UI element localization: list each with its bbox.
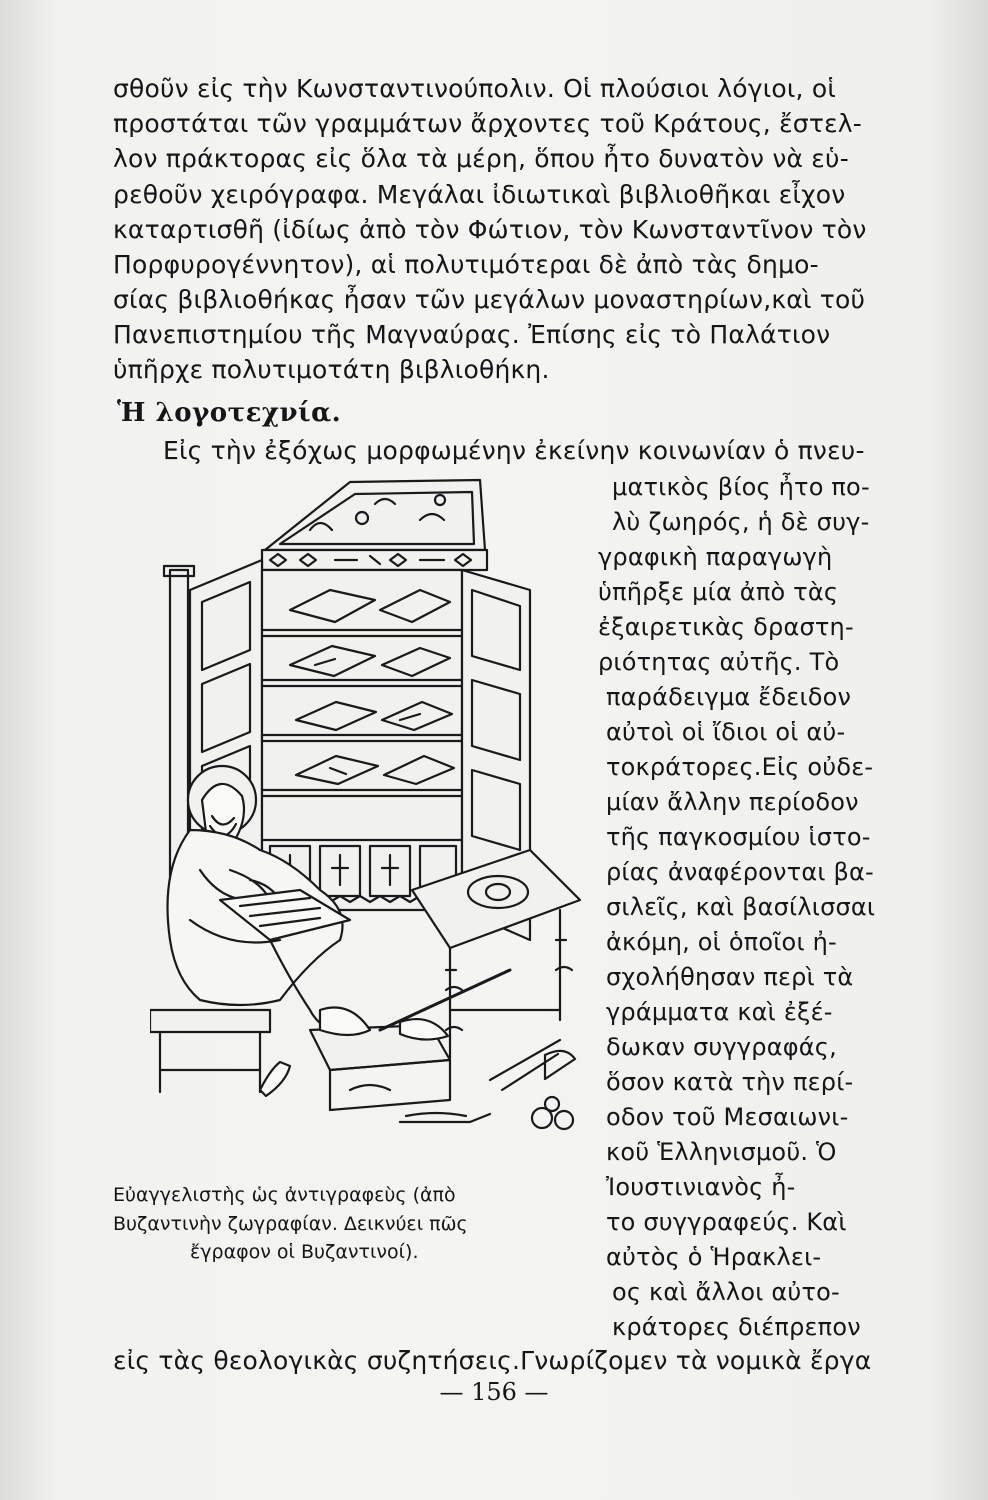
column-line: ἀκόμη, οἱ ὁποῖοι ἠ-: [606, 928, 837, 956]
text-line-6: Πορφυρογέννητον), αἱ πολυτιμότεραι δὲ ἀπὸ τὰς δημο-: [113, 250, 819, 279]
column-line: το συγγραφεύς. Καὶ: [606, 1208, 847, 1236]
column-line: παράδειγμα ἔδειδον: [606, 683, 852, 711]
column-line: γραφικὴ παραγωγὴ: [598, 543, 833, 571]
text-line-2: προστάται τῶν γραμμάτων ἄρχοντες τοῦ Κράτους, ἔστελ-: [113, 109, 863, 138]
column-line: αὐτὸς ὁ Ἡρακλει-: [606, 1243, 822, 1271]
column-line: ρίας ἀναφέρονται βα-: [606, 858, 874, 886]
text-line-3: λον πράκτορας εἰς ὅλα τὰ μέρη, ὅπου ἦτο δυνατὸν νὰ εὑ-: [113, 144, 849, 173]
figure-caption-line: ἔγραφον οἱ Βυζαντινοί).: [190, 1241, 419, 1263]
evangelist-scribe-illustration: [150, 470, 590, 1150]
column-line: αὐτοὶ οἱ ἴδιοι οἱ αὐ-: [606, 718, 846, 746]
text-line-4: ρεθοῦν χειρόγραφα. Μεγάλαι ἰδιωτικαὶ βιβλιοθῆκαι εἶχον: [113, 180, 846, 209]
column-line: ματικὸς βίος ἦτο πο-: [612, 473, 870, 501]
column-line: λὺ ζωηρός, ἡ δὲ συγ-: [612, 508, 870, 536]
column-line: σιλεῖς, καὶ βασίλισσαι: [606, 893, 876, 921]
column-line: Ἰουστινιανὸς ἦ-: [606, 1173, 796, 1201]
column-line: ἐξαιρετικὰς δραστη-: [598, 613, 854, 641]
column-line: τῆς παγκοσμίου ἱστο-: [606, 823, 871, 851]
column-line: τοκράτορες.Εἰς οὐδε-: [606, 753, 874, 781]
column-line: κράτορες διέπρεπον: [612, 1313, 861, 1341]
column-line: γράμματα καὶ ἐξέ-: [606, 998, 833, 1026]
text-line-5: καταρτισθῆ (ἰδίως ἀπὸ τὸν Φώτιον, τὸν Κωνσταντῖνον τὸν: [113, 215, 867, 244]
column-line: σχολήθησαν περὶ τὰ: [606, 963, 854, 991]
column-line: ὅσον κατὰ τὴν περί-: [606, 1068, 854, 1096]
column-line: οδον τοῦ Μεσαιωνι-: [606, 1103, 849, 1131]
column-line: κοῦ Ἑλληνισμοῦ. Ὁ: [606, 1138, 837, 1166]
page-number: — 156 —: [439, 1378, 549, 1406]
text-line-1: σθοῦν εἰς τὴν Κωνσταντινούπολιν. Οἱ πλούσιοι λόγιοι, οἱ: [113, 74, 836, 103]
section-heading: Ἡ λογοτεχνία.: [117, 398, 342, 428]
column-line: μίαν ἄλλην περίοδον: [606, 788, 859, 816]
figure-caption-line: Εὐαγγελιστὴς ὡς ἀντιγραφεὺς (ἀπὸ: [113, 1184, 456, 1206]
column-line: ὑπῆρξε μία ἀπὸ τὰς: [598, 578, 839, 606]
text-line-last: εἰς τὰς θεολογικὰς συζητήσεις.Γνωρίζομεν τὰ νομικὰ ἔργα: [113, 1346, 872, 1375]
column-line: ριότητας αὐτῆς. Τὸ: [598, 648, 840, 676]
paragraph-first-line: Εἰς τὴν ἐξόχως μορφωμένην ἐκείνην κοινωνίαν ὁ πνευ-: [163, 436, 865, 465]
column-line: δωκαν συγγραφάς,: [606, 1033, 837, 1061]
text-line-9: ὑπῆρχε πολυτιμοτάτη βιβλιοθήκη.: [113, 355, 550, 384]
text-line-7: σίας βιβλιοθήκας ἦσαν τῶν μεγάλων μοναστηρίων,καὶ τοῦ: [113, 285, 866, 314]
text-line-8: Πανεπιστημίου τῆς Μαγναύρας. Ἐπίσης εἰς τὸ Παλάτιον: [113, 320, 831, 349]
column-line: ος καὶ ἄλλοι αὐτο-: [612, 1278, 840, 1306]
figure-caption-line: Βυζαντινὴν ζωγραφίαν. Δεικνύει πῶς: [113, 1213, 468, 1235]
